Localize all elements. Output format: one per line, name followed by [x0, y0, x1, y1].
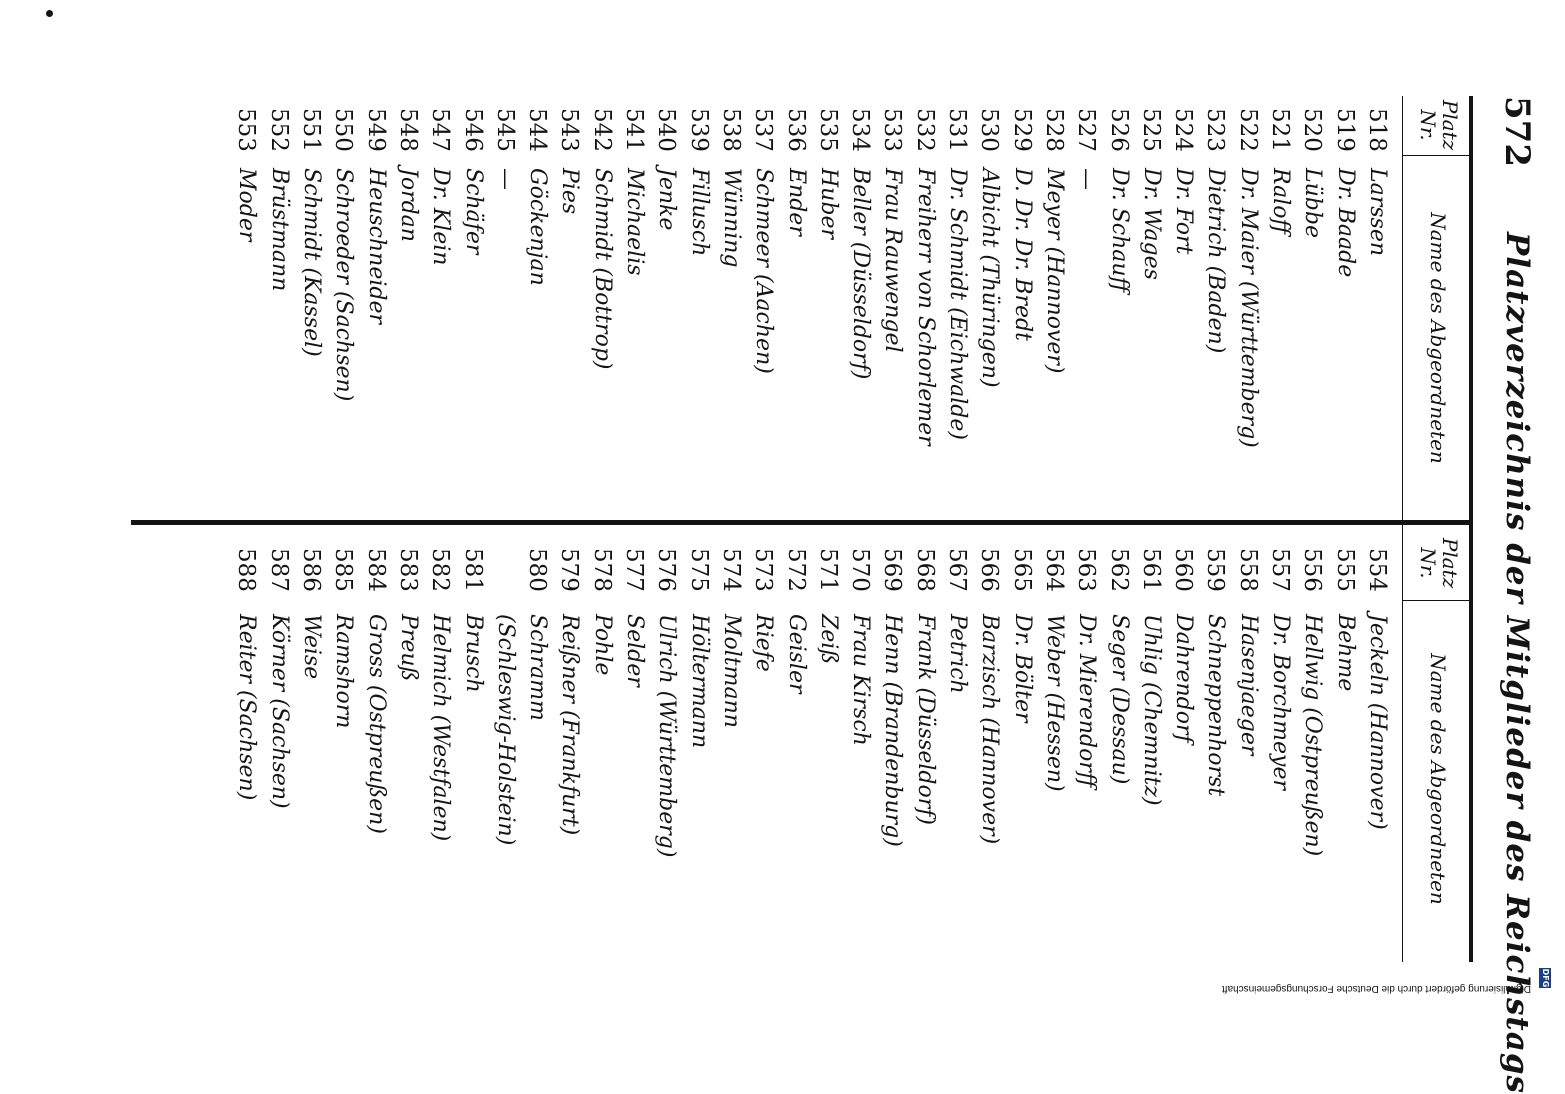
- member-name: Gross (Ostpreußen): [363, 614, 389, 834]
- member-name: Dr. Baade: [1332, 168, 1358, 278]
- member-name: Barzisch (Hannover): [977, 614, 1003, 845]
- seat-number: 560: [1170, 548, 1197, 592]
- seat-number: 567: [944, 548, 971, 592]
- member-name: (Schleswig-Holstein): [492, 614, 518, 846]
- seat-number: 525: [1137, 108, 1164, 152]
- seat-number: 557: [1267, 548, 1294, 592]
- member-name: Ender: [783, 168, 809, 236]
- member-name: Schmidt (Bottrop): [589, 168, 615, 370]
- seat-number: 524: [1170, 108, 1197, 152]
- member-name: Seger (Dessau): [1106, 614, 1132, 785]
- member-name: Weber (Hessen): [1042, 614, 1067, 792]
- seat-number: 561: [1137, 548, 1164, 592]
- seat-number: 583: [395, 548, 421, 592]
- seat-number: 539: [685, 108, 712, 152]
- member-name: Frank (Düsseldorf): [912, 614, 938, 825]
- seat-number: 529: [1008, 108, 1035, 152]
- member-name: Brusch: [460, 614, 486, 693]
- seat-number: 558: [1234, 548, 1261, 592]
- member-name: Lübbe: [1300, 168, 1326, 238]
- seat-number: 541: [621, 108, 648, 152]
- seat-number: 527: [1073, 108, 1100, 152]
- seat-number: 562: [1105, 548, 1132, 592]
- member-name: Riefe: [751, 614, 777, 672]
- seat-number: 570: [847, 548, 874, 592]
- seat-number: 520: [1299, 108, 1326, 152]
- left-name-header: Name des Abgeordneten: [1426, 212, 1450, 464]
- seat-number: 532: [911, 108, 938, 152]
- seat-number: 559: [1202, 548, 1229, 592]
- seat-number: 565: [1008, 548, 1035, 592]
- member-name: Brüstmann: [266, 168, 292, 292]
- member-name: Jordan: [396, 168, 421, 242]
- member-name: Dietrich (Baden): [1203, 168, 1229, 354]
- seat-number: 576: [653, 548, 680, 592]
- member-name: Larssen: [1365, 168, 1390, 257]
- nr-label: Nr.: [1416, 109, 1440, 141]
- member-name: Dr. Klein: [428, 168, 454, 266]
- platz-label: Platz: [1438, 99, 1462, 151]
- digitization-credit: Digitalisierung gefördert durch die Deutsche Forschungsgemeinschaft: [1221, 983, 1531, 994]
- member-name: Reißner (Frankfurt): [557, 614, 583, 836]
- seat-number: 572: [782, 548, 809, 592]
- member-name: Preuß: [396, 614, 421, 682]
- member-name: Zeiß: [815, 614, 841, 665]
- seat-number: 556: [1299, 548, 1326, 592]
- seat-number: 568: [911, 548, 938, 592]
- member-name: —: [492, 168, 518, 190]
- page-dot: [46, 10, 53, 17]
- seat-number: 575: [685, 548, 712, 592]
- seat-number: 582: [427, 548, 454, 592]
- right-platz-header: [1417, 528, 1461, 598]
- seat-number: 571: [814, 548, 841, 592]
- seat-number: 569: [879, 548, 906, 592]
- platz-label: Platz: [1438, 537, 1462, 589]
- member-name: Dahrendorf: [1171, 614, 1197, 743]
- member-name: Schäfer: [460, 168, 486, 255]
- member-name: Fillusch: [686, 168, 712, 257]
- seat-number: 585: [330, 548, 357, 592]
- seat-number: 550: [330, 108, 357, 152]
- seat-number: 563: [1073, 548, 1100, 592]
- member-name: Pohle: [589, 614, 615, 676]
- member-name: Raloff: [1268, 168, 1294, 235]
- seat-number: 552: [265, 108, 292, 152]
- left-platz-header: [1417, 96, 1461, 154]
- member-name: Hellwig (Ostpreußen): [1300, 614, 1326, 857]
- seat-number: 581: [459, 548, 486, 592]
- page-title: Platzverzeichnis der Mitglieder des Reichstags: [1499, 232, 1535, 1094]
- seat-number: 577: [621, 548, 648, 592]
- seat-number: 543: [556, 108, 583, 152]
- seat-number: 574: [718, 548, 744, 592]
- seat-number: 553: [233, 108, 260, 152]
- member-name: Dr. Schauff: [1106, 168, 1132, 293]
- right-nr-divider: [1403, 600, 1471, 601]
- seat-number: 551: [298, 108, 325, 152]
- seat-number: 547: [427, 108, 454, 152]
- member-name: Frau Kirsch: [848, 614, 874, 746]
- member-name: Dr. Wages: [1138, 168, 1164, 280]
- member-name: Heuschneider: [363, 168, 389, 324]
- seat-number: 580: [524, 548, 551, 592]
- right-name-header: Name des Abgeordneten: [1426, 653, 1450, 905]
- member-name: Ramshorn: [331, 614, 357, 729]
- member-name: Uhlig (Chemnitz): [1138, 614, 1164, 806]
- left-nr-divider: [1403, 155, 1471, 156]
- seat-number: 542: [588, 108, 615, 152]
- seat-number: 555: [1331, 548, 1358, 592]
- seat-number: 564: [1041, 548, 1067, 592]
- member-name: Frau Rauwengel: [880, 168, 906, 353]
- member-name: Helmich (Westfalen): [428, 614, 454, 842]
- seat-number: 523: [1202, 108, 1229, 152]
- seat-number: 586: [298, 548, 325, 592]
- member-name: Michaelis: [622, 168, 648, 276]
- member-name: Körner (Sachsen): [266, 614, 292, 809]
- member-name: Beller (Düsseldorf): [848, 168, 874, 380]
- seat-number: 544: [524, 108, 551, 152]
- seat-number: 587: [265, 548, 292, 592]
- seat-number: 526: [1105, 108, 1132, 152]
- member-name: Geisler: [783, 614, 809, 694]
- member-name: Göckenjan: [525, 168, 551, 286]
- seat-number: 528: [1041, 108, 1067, 152]
- page-number: 572: [1497, 96, 1537, 167]
- member-name: Wünning: [719, 168, 744, 268]
- member-name: Dr. Fort: [1171, 168, 1197, 255]
- member-name: Huber: [815, 168, 841, 239]
- member-name: Höltermann: [686, 614, 712, 749]
- seat-number: 549: [362, 108, 389, 152]
- member-name: Jenke: [654, 168, 680, 231]
- member-name: Jeckeln (Hannover): [1365, 614, 1390, 830]
- member-name: Moltmann: [719, 614, 744, 728]
- seat-number: 531: [944, 108, 971, 152]
- member-name: Weise: [299, 614, 325, 680]
- column-divider: [131, 520, 1471, 525]
- seat-number: 545: [491, 108, 518, 152]
- member-name: Dr. Maier (Württemberg): [1235, 168, 1261, 448]
- member-name: Dr. Schmidt (Eichwalde): [945, 168, 971, 440]
- member-name: —: [1074, 168, 1100, 190]
- member-name: Dr. Mierendorff: [1074, 614, 1100, 788]
- seat-number: 518: [1364, 108, 1390, 152]
- member-name: Behme: [1332, 614, 1358, 692]
- member-name: Schmidt (Kassel): [299, 168, 325, 357]
- seat-number: 588: [233, 548, 260, 592]
- member-name: Dr. Borchmeyer: [1268, 614, 1294, 790]
- seat-number: 548: [395, 108, 421, 152]
- seat-number: 538: [718, 108, 744, 152]
- member-name: Dr. Bölter: [1009, 614, 1035, 723]
- member-name: Freiherr von Schorlemer: [912, 168, 938, 446]
- member-name: Reiter (Sachsen): [234, 614, 260, 801]
- seat-number: 579: [556, 548, 583, 592]
- member-name: Meyer (Hannover): [1042, 168, 1067, 374]
- member-name: Petrich: [945, 614, 971, 694]
- seat-number: 535: [814, 108, 841, 152]
- seat-number: 540: [653, 108, 680, 152]
- seat-number: 534: [847, 108, 874, 152]
- seat-number: 584: [362, 548, 389, 592]
- member-name: Pies: [557, 168, 583, 215]
- top-rule: [1469, 96, 1473, 962]
- seat-number: 522: [1234, 108, 1261, 152]
- seat-number: 546: [459, 108, 486, 152]
- seat-number: 519: [1331, 108, 1358, 152]
- seat-number: 537: [750, 108, 777, 152]
- member-name: Schneppenhorst: [1203, 614, 1229, 797]
- seat-number: 566: [976, 548, 1003, 592]
- header-rule: [1402, 96, 1403, 962]
- nr-label: Nr.: [1416, 547, 1440, 579]
- member-name: Henn (Brandenburg): [880, 614, 906, 847]
- member-name: Albicht (Thüringen): [977, 168, 1003, 388]
- seat-number: 573: [750, 548, 777, 592]
- seat-number: 533: [879, 108, 906, 152]
- seat-number: 554: [1364, 548, 1390, 592]
- member-name: Schmeer (Aachen): [751, 168, 777, 374]
- dfg-logo: DFG: [1541, 968, 1550, 988]
- member-name: Hasenjaeger: [1235, 614, 1261, 756]
- member-name: Moder: [234, 168, 260, 242]
- member-name: Schroeder (Sachsen): [331, 168, 357, 402]
- seat-number: 521: [1267, 108, 1294, 152]
- member-name: Selder: [622, 614, 648, 687]
- member-name: Ulrich (Württemberg): [654, 614, 680, 858]
- seat-number: 536: [782, 108, 809, 152]
- seat-number: 530: [976, 108, 1003, 152]
- member-name: D. Dr. Dr. Bredt: [1009, 168, 1035, 341]
- seat-number: 578: [588, 548, 615, 592]
- member-name: Schramm: [525, 614, 551, 721]
